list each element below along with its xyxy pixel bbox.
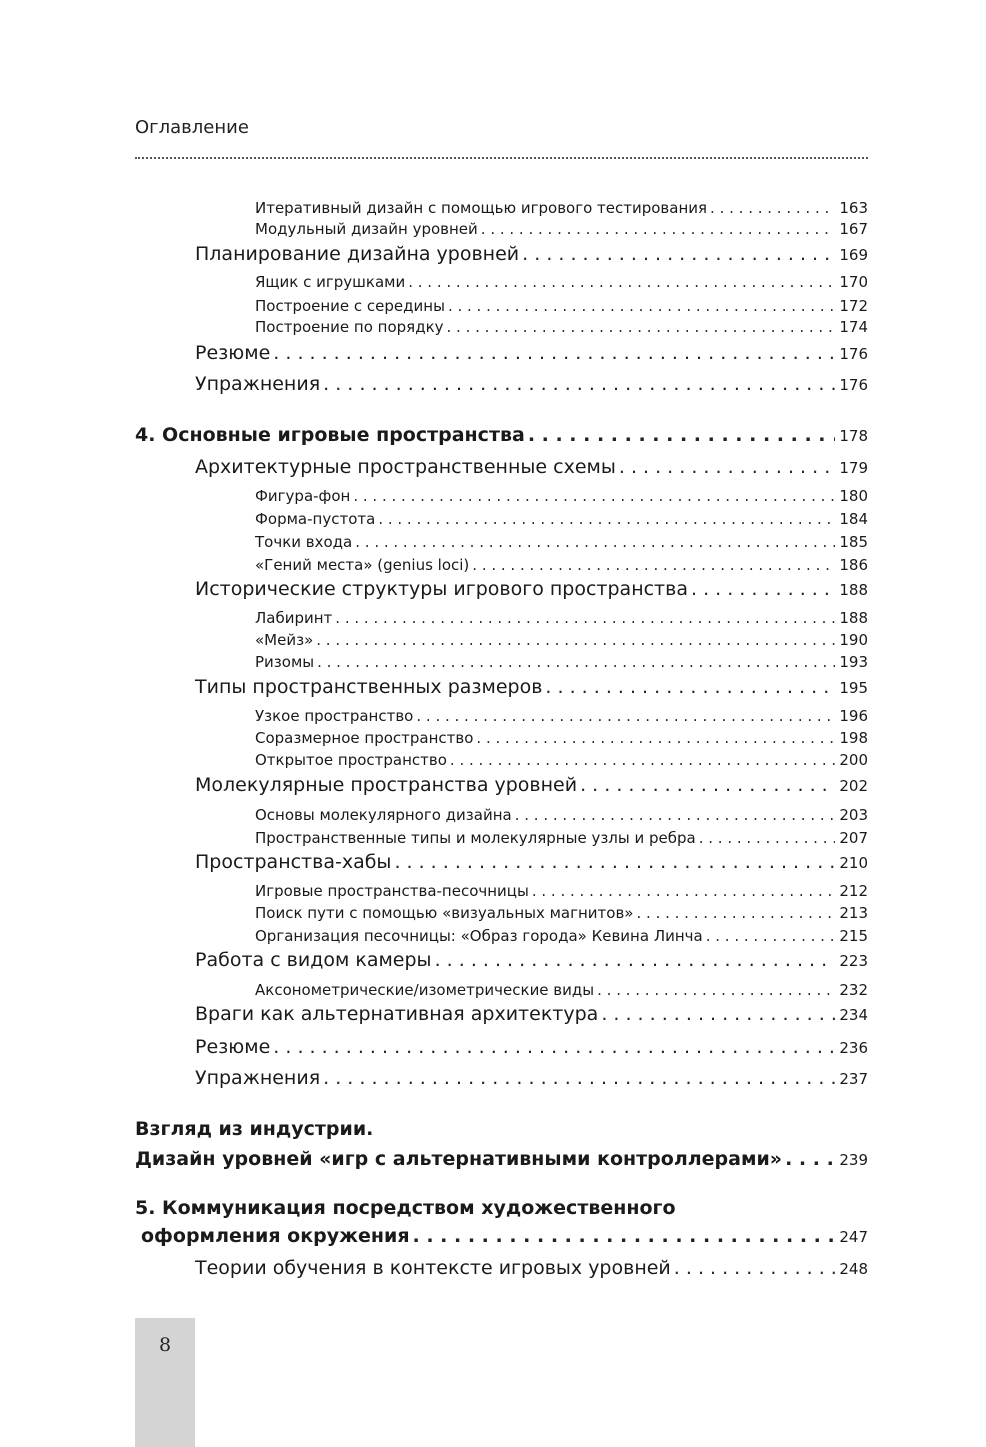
toc-entry-title: Архитектурные пространственные схемы [195,456,616,478]
toc-entry-title: Исторические структуры игрового пространства [195,578,688,600]
dot-leader [353,487,835,505]
toc-entry-page: 178 [839,427,868,445]
toc-entry-title: Основы молекулярного дизайна [255,806,512,824]
toc-entry-page: 188 [839,609,868,627]
toc-entry-title: Ризомы [255,653,315,671]
toc-entry[interactable] [255,707,868,725]
toc-entry-page: 172 [839,297,868,315]
toc-entry-page: 212 [839,882,868,900]
page-number-tab [135,1318,195,1447]
toc-entry[interactable] [195,949,868,971]
toc-entry-page: 176 [839,345,868,363]
toc-entry-title: Построение по порядку [255,318,444,336]
toc-entry-title: «Гений места» (genius loci) [255,556,470,574]
dot-leader [710,199,835,217]
toc-entry-page: 169 [839,246,868,264]
toc-entry-title: Итеративный дизайн с помощью игрового тестирования [255,199,708,217]
dot-leader [413,1225,836,1247]
toc-entry-title: Аксонометрические/изометрические виды [255,981,595,999]
toc-entry-page: 232 [839,981,868,999]
dot-leader [532,882,836,900]
toc-entry[interactable] [255,510,868,528]
toc-entry-title: Пространственные типы и молекулярные узлы и ребра [255,829,696,847]
toc-entry[interactable] [195,851,868,873]
toc-entry-page: 248 [839,1260,868,1278]
toc-entry-title: Упражнения [195,1067,321,1089]
toc-entry[interactable] [195,243,868,265]
toc-entry-title: Ящик с игрушками [255,273,406,291]
toc-chapter[interactable] [141,1225,868,1247]
toc-entry-title: Планирование дизайна уровней [195,243,520,265]
dot-leader [597,981,835,999]
toc-entry[interactable] [255,487,868,505]
toc-entry-page: 207 [839,829,868,847]
toc-entry[interactable] [255,220,868,238]
toc-entry[interactable] [195,373,868,395]
toc-entry-page: 180 [839,487,868,505]
toc-entry[interactable] [195,1003,868,1025]
dot-leader [450,751,835,769]
toc-entry-page: 200 [839,751,868,769]
dot-leader [515,806,836,824]
toc-entry[interactable] [255,653,868,671]
toc-entry-title: Поиск пути с помощью «визуальных магнитов» [255,904,634,922]
toc-entry[interactable] [255,533,868,551]
dot-leader [472,556,835,574]
dot-leader [435,949,836,971]
toc-entry-title: Игровые пространства-песочницы [255,882,529,900]
dot-leader [355,533,835,551]
dot-leader [323,1067,835,1089]
dot-leader [316,631,835,649]
toc-entry-title: Враги как альтернативная архитектура [195,1003,599,1025]
toc-entry-title: Открытое пространство [255,751,447,769]
toc-chapter-heading[interactable]: 5. Коммуникация посредством художественного [135,1197,676,1219]
toc-entry[interactable] [255,556,868,574]
dot-leader [416,707,835,725]
toc-entry-page: 234 [839,1006,868,1024]
toc-entry-page: 186 [839,556,868,574]
toc-entry-title: Теории обучения в контексте игровых уровней [195,1257,671,1279]
dot-leader [785,1148,835,1170]
toc-entry[interactable] [195,578,868,600]
toc-entry[interactable] [255,318,868,336]
toc-entry-page: 196 [839,707,868,725]
toc-entry[interactable] [255,273,868,291]
toc-entry[interactable] [255,609,868,627]
toc-entry-title: 4. Основные игровые пространства [135,424,525,446]
dot-leader [691,578,835,600]
toc-entry[interactable] [255,199,868,217]
toc-entry-page: 213 [839,904,868,922]
toc-entry-page: 198 [839,729,868,747]
toc-entry-title: Форма-пустота [255,510,376,528]
toc-entry[interactable] [255,927,868,945]
toc-entry-title: Типы пространственных размеров [195,676,543,698]
toc-entry-title: Построение с середины [255,297,445,315]
toc-entry-page: 174 [839,318,868,336]
toc-entry-title: Работа с видом камеры [195,949,432,971]
toc-entry[interactable] [255,882,868,900]
dot-leader [528,424,836,446]
dot-leader [674,1257,836,1279]
toc-entry-page: 247 [839,1228,868,1246]
toc-entry-title: Лабиринт [255,609,333,627]
toc-entry-title: Модульный дизайн уровней [255,220,478,238]
dot-leader [601,1003,835,1025]
toc-entry-title: «Мейз» [255,631,314,649]
toc-entry-page: 184 [839,510,868,528]
dot-leader [476,729,835,747]
toc-entry-page: 163 [839,199,868,217]
page-number: 8 [158,1334,172,1356]
toc-entry-title: Резюме [195,342,271,364]
toc-entry-title: Резюме [195,1036,271,1058]
dot-leader [545,676,835,698]
toc-entry[interactable] [195,774,868,796]
toc-entry[interactable] [195,1257,868,1279]
dot-leader [317,653,835,671]
toc-entry[interactable] [255,297,868,315]
dot-leader [273,1036,835,1058]
dot-leader [522,243,835,265]
header-divider [135,157,868,159]
running-head: Оглавление [135,117,249,138]
toc-entry[interactable] [195,342,868,364]
dot-leader [699,829,836,847]
dot-leader [637,904,836,922]
dot-leader [394,851,835,873]
toc-entry-page: 237 [839,1070,868,1088]
dot-leader [447,318,836,336]
dot-leader [323,373,835,395]
dot-leader [619,456,836,478]
toc-entry-page: 195 [839,679,868,697]
toc-entry-page: 170 [839,273,868,291]
dot-leader [481,220,836,238]
toc-entry-title: Молекулярные пространства уровней [195,774,578,796]
toc-chapter[interactable] [135,1148,868,1170]
toc-entry[interactable] [255,829,868,847]
toc-entry[interactable] [195,456,868,478]
toc-entry[interactable] [255,751,868,769]
toc-entry-title: Узкое пространство [255,707,414,725]
dot-leader [273,342,835,364]
toc-entry-page: 239 [839,1151,868,1169]
toc-entry-title: Пространства-хабы [195,851,392,873]
dot-leader [448,297,835,315]
toc-entry-page: 223 [839,952,868,970]
toc-entry[interactable] [255,904,868,922]
toc-entry[interactable] [255,806,868,824]
dot-leader [408,273,835,291]
toc-entry-title: Фигура-фон [255,487,351,505]
toc-entry-page: 167 [839,220,868,238]
toc-entry-page: 202 [839,777,868,795]
toc-entry[interactable] [255,631,868,649]
toc-entry-title: Упражнения [195,373,321,395]
toc-entry[interactable] [195,676,868,698]
toc-entry[interactable] [255,729,868,747]
dot-leader [706,927,836,945]
dot-leader [378,510,835,528]
toc-chapter-heading[interactable]: Взгляд из индустрии. [135,1118,374,1140]
toc-entry-page: 193 [839,653,868,671]
toc-entry-title: Точки входа [255,533,353,551]
toc-entry-title: оформления окружения [141,1225,410,1247]
dot-leader [580,774,835,796]
toc-entry[interactable] [255,981,868,999]
toc-entry-page: 176 [839,376,868,394]
dot-leader [335,609,835,627]
toc-entry-page: 188 [839,581,868,599]
toc-chapter[interactable] [135,424,868,446]
toc-entry-title: Организация песочницы: «Образ города» Кевина Линча [255,927,703,945]
toc-entry[interactable] [195,1036,868,1058]
toc-entry[interactable] [195,1067,868,1089]
toc-entry-page: 203 [839,806,868,824]
toc-entry-page: 215 [839,927,868,945]
toc-entry-page: 179 [839,459,868,477]
toc-entry-title: Соразмерное пространство [255,729,474,747]
toc-entry-page: 185 [839,533,868,551]
toc-entry-title: Дизайн уровней «игр с альтернативными контроллерами» [135,1148,783,1170]
toc-entry-page: 190 [839,631,868,649]
toc-entry-page: 236 [839,1039,868,1057]
toc-entry-page: 210 [839,854,868,872]
